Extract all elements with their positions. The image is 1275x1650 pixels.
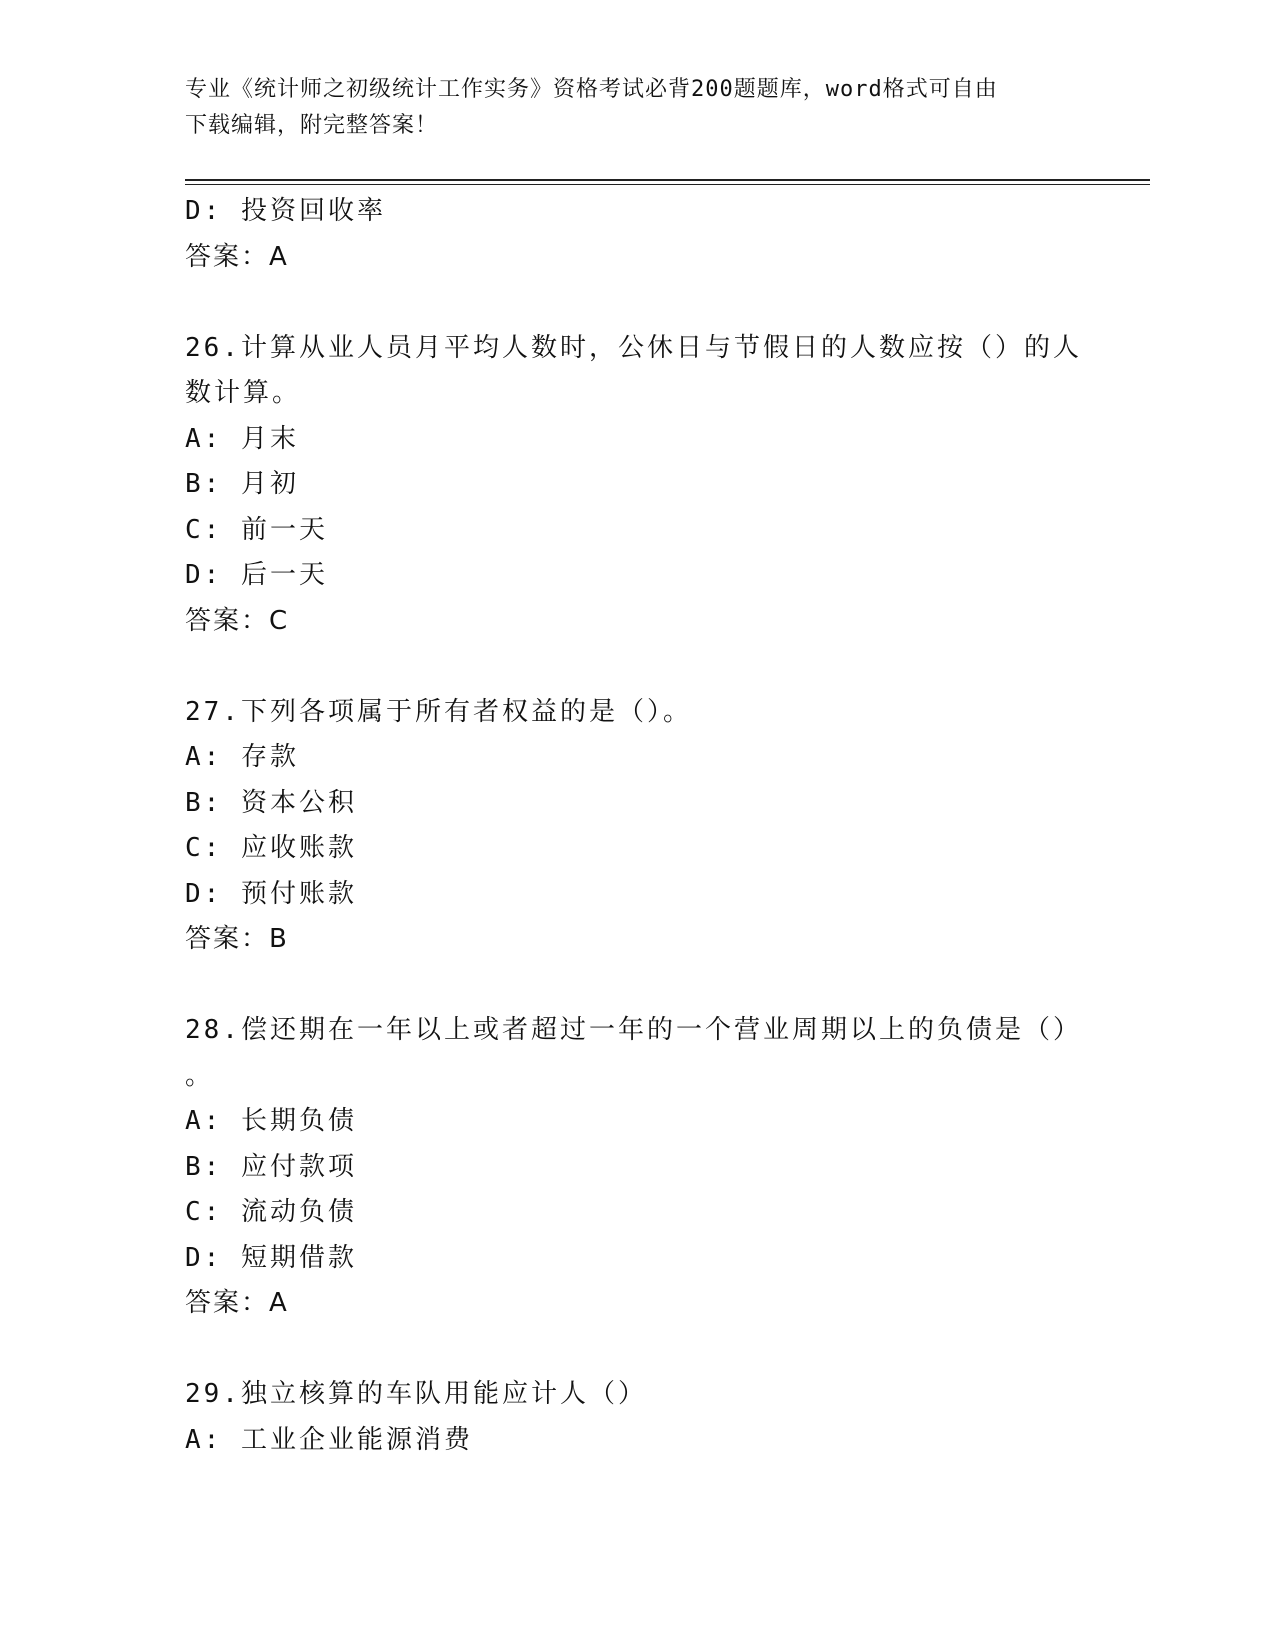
option-b: B: 应付款项 — [185, 1151, 357, 1182]
prev-option-d: D: 投资回收率 — [185, 196, 386, 226]
spacer — [185, 963, 1085, 1009]
question-28 — [185, 1008, 1085, 1327]
option-d: D: 预付账款 — [185, 878, 357, 909]
option-a: A: 长期负债 — [185, 1106, 357, 1136]
header-line-1: 专业《统计师之初级统计工作实务》资格考试必背200题题库，word格式可自由 — [185, 77, 998, 102]
option-d: D: 后一天 — [185, 560, 328, 590]
option-c: C: 流动负债 — [185, 1197, 357, 1227]
header-line-2: 下载编辑，附完整答案！ — [185, 113, 439, 138]
option-b: B: 月初 — [185, 469, 299, 499]
question-stem-continued: 数计算。 — [185, 378, 302, 408]
header-divider-thin — [185, 184, 1150, 185]
option-d: D: 短期借款 — [185, 1242, 357, 1273]
option-c: C: 应收账款 — [185, 833, 357, 863]
question-stem: 27.下列各项属于所有者权益的是（）。 — [185, 696, 692, 727]
question-list — [185, 189, 1085, 1463]
question-27 — [185, 690, 1085, 963]
spacer — [185, 1327, 1085, 1373]
option-b: B: 资本公积 — [185, 787, 357, 818]
option-a: A: 存款 — [185, 742, 299, 772]
option-a: A: 工业企业能源消费 — [185, 1424, 473, 1455]
option-a: A: 月末 — [185, 423, 299, 454]
question-stem-continued: 。 — [185, 1060, 215, 1091]
option-c: C: 前一天 — [185, 514, 328, 545]
question-stem: 28.偿还期在一年以上或者超过一年的一个营业周期以上的负债是（） — [185, 1015, 1082, 1045]
spacer — [185, 644, 1085, 690]
question-26 — [185, 326, 1085, 645]
document-header — [185, 72, 1065, 144]
question-29 — [185, 1372, 1085, 1463]
prev-answer: 答案：A — [185, 241, 289, 272]
question-stem: 26.计算从业人员月平均人数时，公休日与节假日的人数应按（）的人 — [185, 332, 1082, 363]
header-divider-thick — [185, 179, 1150, 181]
spacer — [185, 280, 1085, 326]
question-stem: 29.独立核算的车队用能应计人（） — [185, 1379, 647, 1409]
answer: 答案：B — [185, 924, 289, 954]
answer: 答案：A — [185, 1288, 289, 1318]
answer: 答案：C — [185, 605, 290, 636]
